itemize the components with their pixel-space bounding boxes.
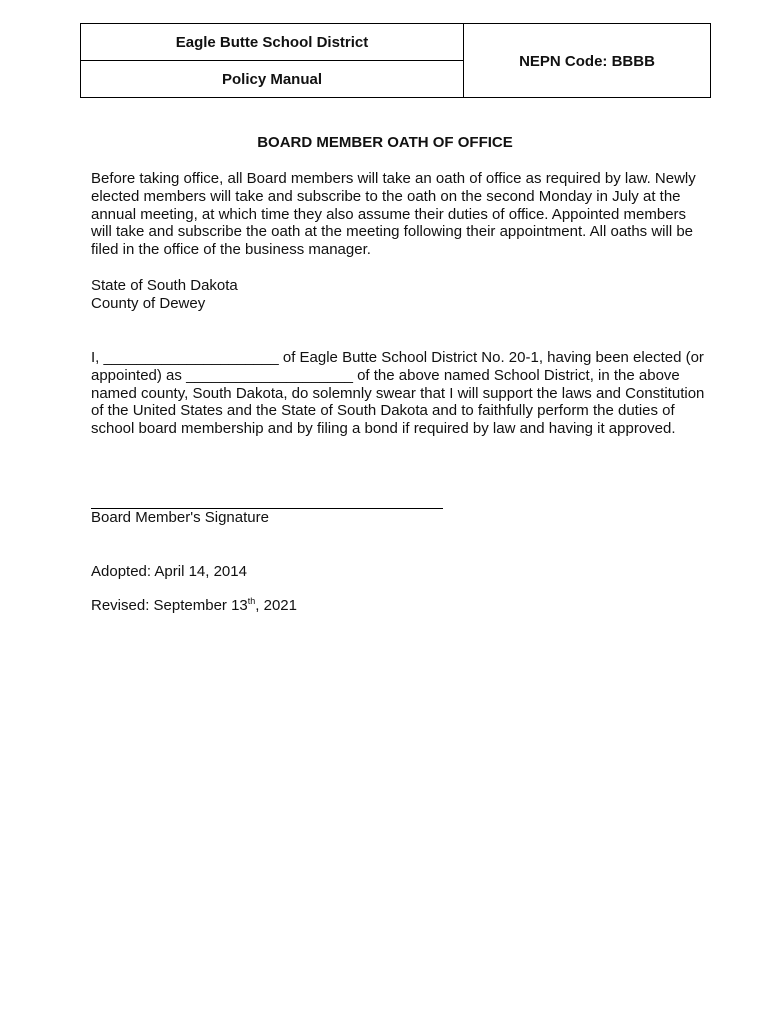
header-right-cell bbox=[464, 24, 710, 97]
nepn-code: NEPN Code: BBBB bbox=[519, 53, 655, 70]
jurisdiction-block bbox=[91, 277, 711, 313]
header-table bbox=[80, 23, 711, 98]
adopted-date: Adopted: April 14, 2014 bbox=[91, 563, 247, 580]
revised-date bbox=[91, 597, 711, 615]
policy-manual-label: Policy Manual bbox=[221, 71, 323, 88]
county-line: County of Dewey bbox=[91, 294, 206, 312]
revised-date-prefix: Revised: September 13 bbox=[91, 597, 248, 614]
signature-label: Board Member's Signature bbox=[91, 509, 269, 526]
revised-date-ordinal: th bbox=[247, 596, 256, 606]
intro-paragraph: Before taking office, all Board members will take an oath of office as required by law. Newly elected members will take and subscribe to the oath on the second Monday in July at the annual meeting, at which time they also assume their duties of office. Appointed members will take and subscribe the oath at the meeting following their appointment. All oaths will be filed in the office of the business manager. bbox=[91, 170, 696, 259]
district-name: Eagle Butte School District bbox=[81, 24, 463, 61]
header-left-cell bbox=[81, 24, 464, 97]
revised-date-suffix: , 2021 bbox=[255, 597, 297, 614]
oath-paragraph: I, _____________________ of Eagle Butte School District No. 20-1, having been elected (or appointed) as ____________________ of the above named School District, in the above named county, South Dakota, do solemnly swear that I will support the laws and Constitution of the United States and the State of South Dakota and to faithfully perform the duties of school board membership and by filing a bond if required by law and having it approved. bbox=[91, 349, 705, 438]
state-line: State of South Dakota bbox=[91, 277, 238, 294]
page-title: BOARD MEMBER OATH OF OFFICE bbox=[257, 134, 513, 151]
